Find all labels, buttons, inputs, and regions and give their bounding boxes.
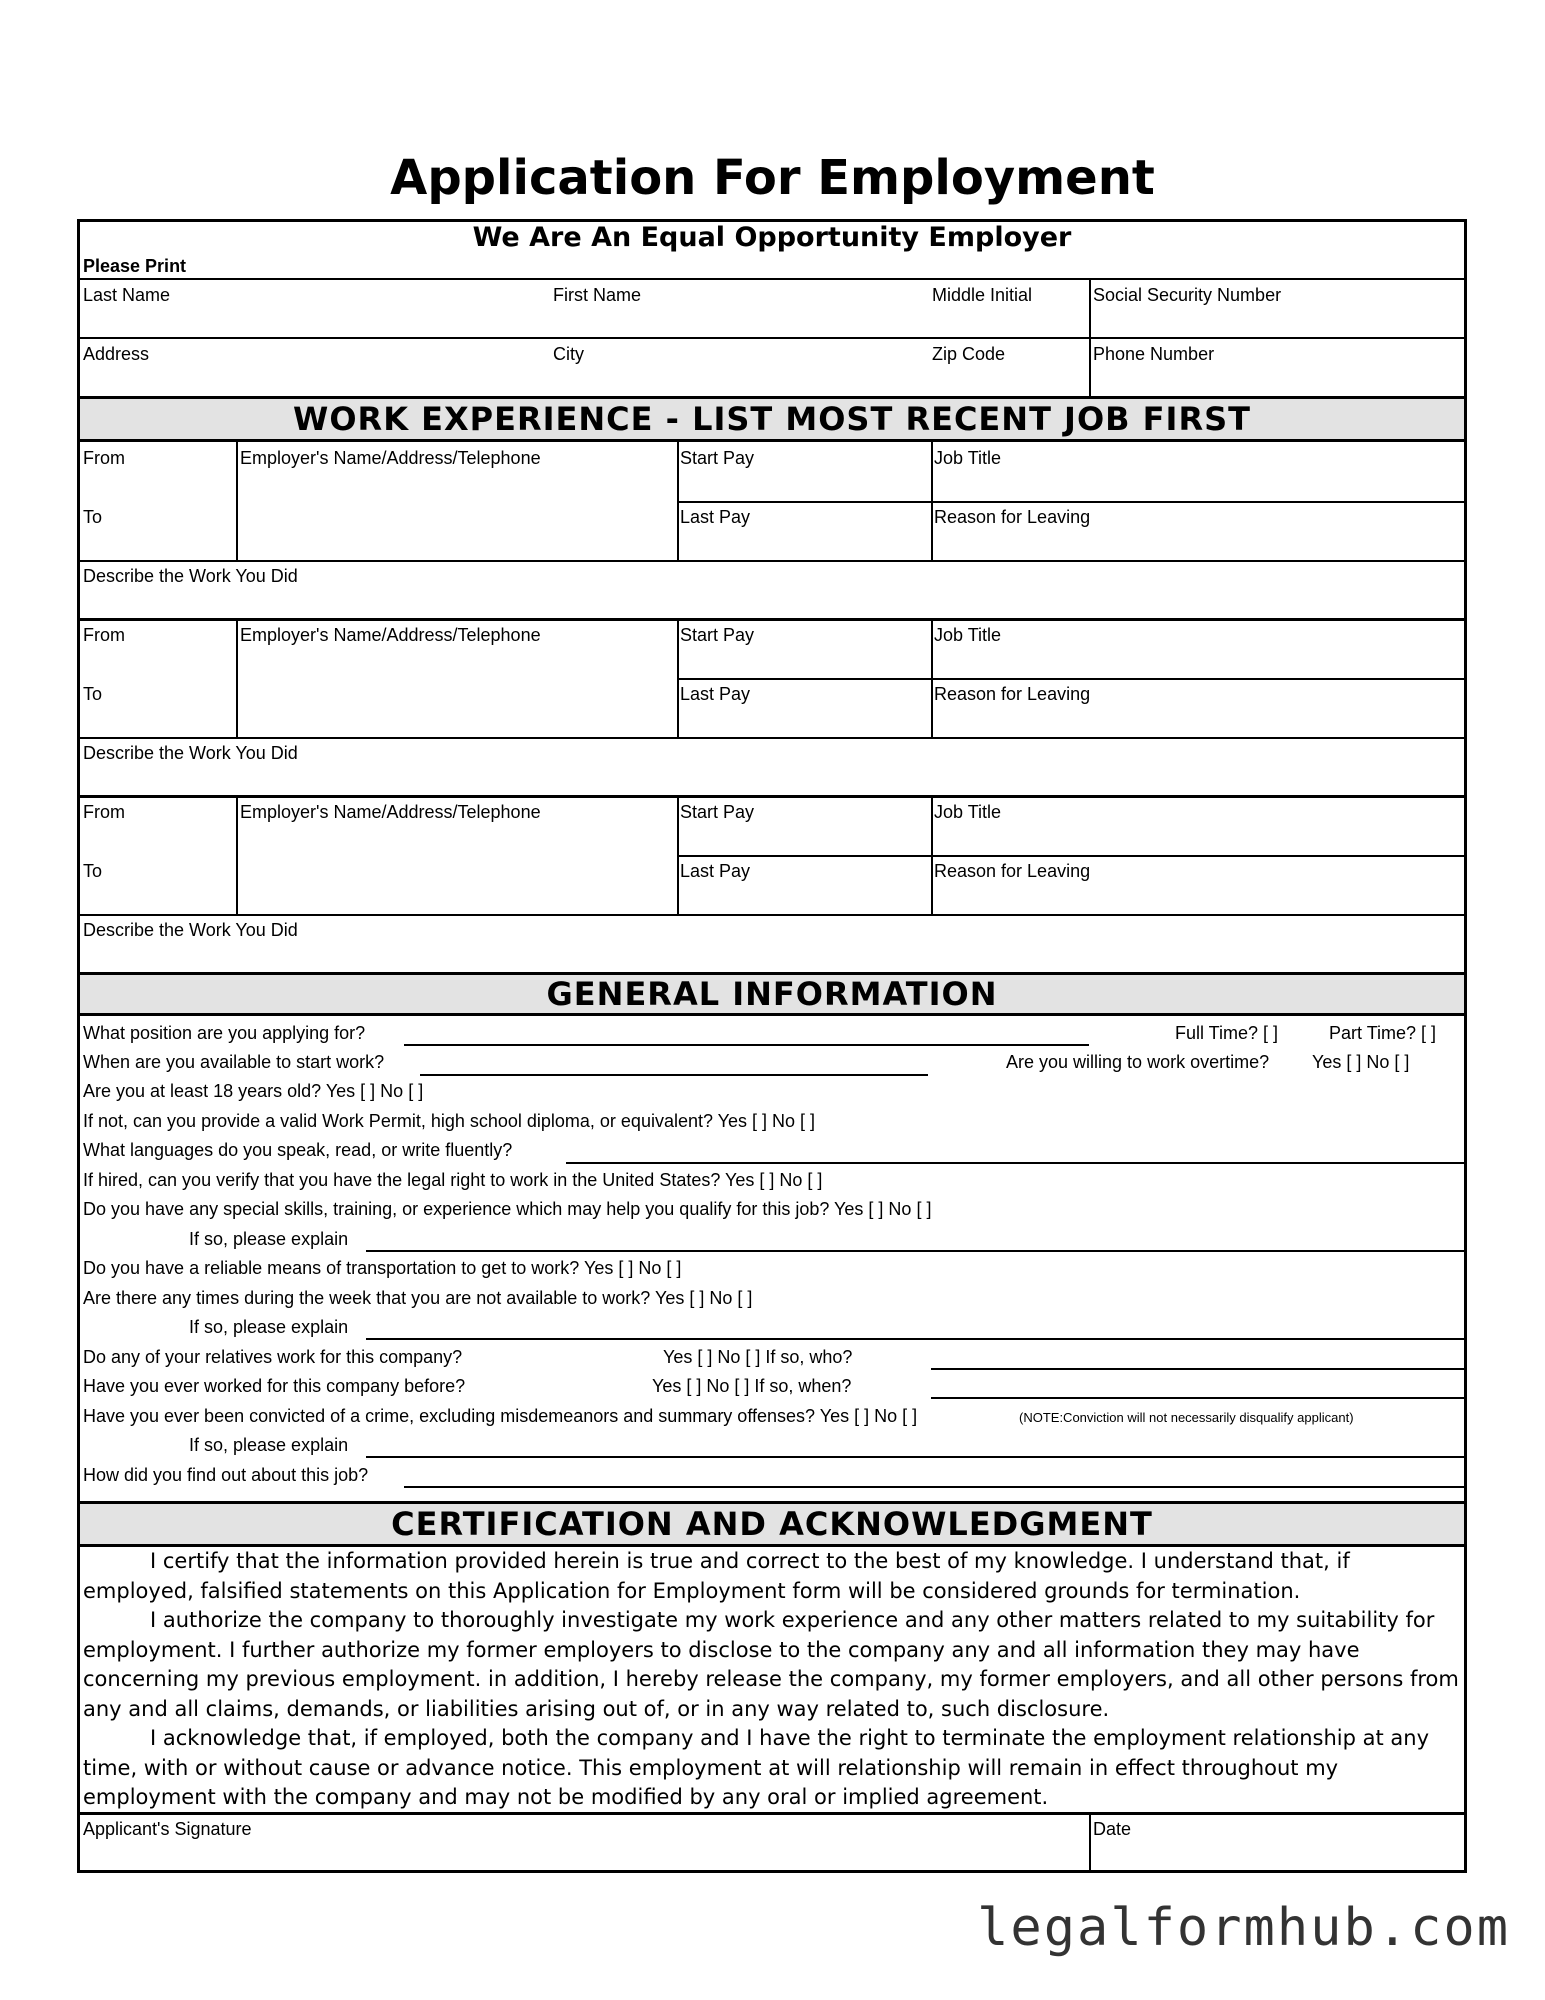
cert-paragraph-2: I authorize the company to thoroughly investigate my work experience and any other matters related to my suitability for employment. I further authorize my former employers to disclose to the company any and all information they may have concerning my previous employment. in addition, I hereby release the company, my former employers, and all other persons from any and all claims, demands, or liabilities arising out of, or in any way related to, such disclosure. <box>83 1608 1459 1721</box>
general-information-header: GENERAL INFORMATION <box>80 972 1464 1016</box>
q-age[interactable]: Are you at least 18 years old? Yes [ ] No [ ] <box>83 1081 424 1101</box>
job2-employer[interactable]: Employer's Name/Address/Telephone <box>240 625 541 645</box>
job2-describe[interactable]: Describe the Work You Did <box>83 743 298 763</box>
equal-opportunity-subtitle: We Are An Equal Opportunity Employer <box>472 222 1072 253</box>
address-field[interactable]: Address <box>83 344 150 364</box>
relatives-options[interactable]: Yes [ ] No [ ] If so, who? <box>663 1347 853 1367</box>
job1-last-pay[interactable]: Last Pay <box>680 507 751 527</box>
times-explain-line[interactable] <box>366 1338 1464 1340</box>
job3-describe[interactable]: Describe the Work You Did <box>83 920 298 940</box>
q-crime[interactable]: Have you ever been convicted of a crime, excluding misdemeanors and summary offenses? Yes [ ] No [ ] <box>83 1406 918 1426</box>
job1-describe[interactable]: Describe the Work You Did <box>83 566 298 586</box>
q-transportation[interactable]: Do you have a reliable means of transportation to get to work? Yes [ ] No [ ] <box>83 1258 682 1278</box>
job1-reason[interactable]: Reason for Leaving <box>934 507 1091 527</box>
job2-last-pay[interactable]: Last Pay <box>680 684 751 704</box>
page-title: Application For Employment <box>390 150 1155 206</box>
job3-from[interactable]: From <box>83 802 125 822</box>
q-start: When are you available to start work? <box>83 1052 385 1072</box>
city-field[interactable]: City <box>553 344 584 364</box>
signature-field[interactable]: Applicant's Signature <box>83 1819 252 1839</box>
q-unavailable-times[interactable]: Are there any times during the week that you are not available to work? Yes [ ] No [ ] <box>83 1288 753 1308</box>
please-print-label: Please Print <box>83 256 187 276</box>
q-skills[interactable]: Do you have any special skills, training, or experience which may help you qualify for this job? Yes [ ] No [ ] <box>83 1199 932 1219</box>
q-permit[interactable]: If not, can you provide a valid Work Permit, high school diploma, or equivalent? Yes [ ] No [ ] <box>83 1111 816 1131</box>
part-time-checkbox[interactable]: Part Time? [ ] <box>1329 1023 1437 1043</box>
q-find-job: How did you find out about this job? <box>83 1465 369 1485</box>
date-field[interactable]: Date <box>1093 1819 1132 1839</box>
q-relatives: Do any of your relatives work for this company? <box>83 1347 463 1367</box>
certification-header: CERTIFICATION AND ACKNOWLEDGMENT <box>80 1501 1464 1547</box>
watermark: legalformhub.com <box>977 1898 1510 1958</box>
job2-reason[interactable]: Reason for Leaving <box>934 684 1091 704</box>
skills-explain-label: If so, please explain <box>189 1229 349 1249</box>
job1-from[interactable]: From <box>83 448 125 468</box>
q-worked-before: Have you ever worked for this company before? <box>83 1376 466 1396</box>
job3-reason[interactable]: Reason for Leaving <box>934 861 1091 881</box>
skills-explain-line[interactable] <box>366 1250 1464 1252</box>
last-name-field[interactable]: Last Name <box>83 285 171 305</box>
q-position: What position are you applying for? <box>83 1023 366 1043</box>
cert-paragraph-1: I certify that the information provided herein is true and correct to the best of my knowledge. I understand that, if employed, falsified statements on this Application for Employment form will be considered grounds for termination. <box>83 1549 1350 1603</box>
job3-to[interactable]: To <box>83 861 103 881</box>
job2-to[interactable]: To <box>83 684 103 704</box>
middle-initial-field[interactable]: Middle Initial <box>932 285 1033 305</box>
certification-text <box>83 1547 1461 1813</box>
job3-job-title[interactable]: Job Title <box>934 802 1002 822</box>
job1-job-title[interactable]: Job Title <box>934 448 1002 468</box>
q-legal-right[interactable]: If hired, can you verify that you have the legal right to work in the United States? Yes [ ] No [ ] <box>83 1170 823 1190</box>
crime-explain-label: If so, please explain <box>189 1435 349 1455</box>
position-input-line[interactable] <box>404 1044 1089 1046</box>
full-time-checkbox[interactable]: Full Time? [ ] <box>1175 1023 1279 1043</box>
ssn-field[interactable]: Social Security Number <box>1093 285 1282 305</box>
find-job-input-line[interactable] <box>404 1486 1464 1488</box>
languages-input-line[interactable] <box>566 1162 1464 1164</box>
crime-note: (NOTE:Conviction will not necessarily disqualify applicant) <box>1019 1410 1354 1425</box>
job1-start-pay[interactable]: Start Pay <box>680 448 755 468</box>
first-name-field[interactable]: First Name <box>553 285 642 305</box>
crime-explain-line[interactable] <box>366 1456 1464 1458</box>
times-explain-label: If so, please explain <box>189 1317 349 1337</box>
application-form <box>77 219 1467 1873</box>
job2-start-pay[interactable]: Start Pay <box>680 625 755 645</box>
start-input-line[interactable] <box>420 1074 928 1076</box>
job3-employer[interactable]: Employer's Name/Address/Telephone <box>240 802 541 822</box>
relatives-input-line[interactable] <box>931 1368 1464 1370</box>
cert-paragraph-3: I acknowledge that, if employed, both the company and I have the right to terminate the employment relationship at any time, with or without cause or advance notice. This employment at will relationship will remain in effect throughout my employment with the company and may not be modified by any oral or implied agreement. <box>83 1726 1430 1809</box>
zip-field[interactable]: Zip Code <box>932 344 1006 364</box>
worked-options[interactable]: Yes [ ] No [ ] If so, when? <box>652 1376 852 1396</box>
overtime-options[interactable]: Yes [ ] No [ ] <box>1312 1052 1410 1072</box>
q-languages: What languages do you speak, read, or write fluently? <box>83 1140 513 1160</box>
job1-employer[interactable]: Employer's Name/Address/Telephone <box>240 448 541 468</box>
job1-to[interactable]: To <box>83 507 103 527</box>
phone-field[interactable]: Phone Number <box>1093 344 1215 364</box>
job3-last-pay[interactable]: Last Pay <box>680 861 751 881</box>
job3-start-pay[interactable]: Start Pay <box>680 802 755 822</box>
q-overtime: Are you willing to work overtime? <box>1006 1052 1270 1072</box>
work-experience-header: WORK EXPERIENCE - LIST MOST RECENT JOB FIRST <box>80 396 1464 442</box>
job2-from[interactable]: From <box>83 625 125 645</box>
job2-job-title[interactable]: Job Title <box>934 625 1002 645</box>
worked-input-line[interactable] <box>931 1397 1464 1399</box>
